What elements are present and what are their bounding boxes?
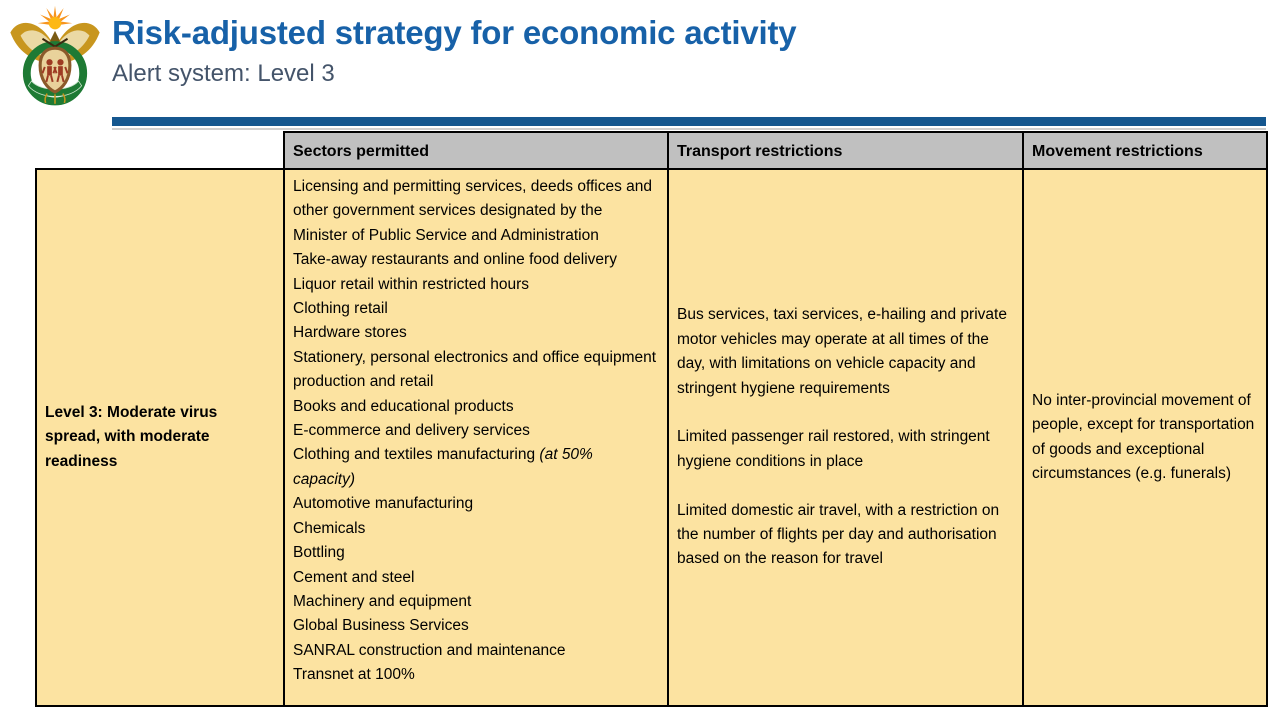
title-divider-bar — [112, 117, 1266, 126]
list-item: Hardware stores — [293, 324, 407, 342]
table-row — [36, 169, 1267, 706]
list-item: Liquor retail within restricted hours — [293, 275, 530, 293]
movement-restrictions-paragraphs — [1032, 389, 1258, 487]
list-item: Licensing and permitting services, deeds offices and other government services designated by the Minister of Public Service and Administration — [293, 178, 653, 244]
list-item: Clothing retail — [293, 300, 388, 318]
transport-restrictions-paragraphs — [677, 303, 1014, 571]
list-item: Stationery, personal electronics and office equipment production and retail — [293, 348, 657, 391]
page-subtitle: Alert system: Level 3 — [112, 59, 335, 87]
row-label-cell — [36, 169, 284, 706]
list-item: Transnet at 100% — [293, 666, 415, 684]
list-item: Limited domestic air travel, with a restriction on the number of flights per day and authorisation based on the reason for travel — [677, 501, 1000, 568]
list-item: E-commerce and delivery services — [293, 422, 530, 440]
list-item: SANRAL construction and maintenance — [293, 641, 566, 659]
column-header-sectors: Sectors permitted — [284, 132, 668, 169]
empty-header-cell — [36, 132, 284, 169]
alert-level-table — [35, 131, 1268, 707]
sectors-permitted-cell — [284, 169, 668, 706]
list-item: Clothing and textiles manufacturing (at 50% capacity) — [293, 446, 593, 488]
list-item: Automotive manufacturing — [293, 495, 474, 513]
list-item: Limited passenger rail restored, with stringent hygiene conditions in place — [677, 428, 990, 470]
list-item: Books and educational products — [293, 397, 514, 415]
list-item: Machinery and equipment — [293, 592, 472, 610]
page-title: Risk-adjusted strategy for economic activity — [112, 14, 797, 51]
sun-icon — [38, 6, 72, 30]
list-item: Cement and steel — [293, 568, 415, 586]
list-item: Take-away restaurants and online food delivery — [293, 251, 617, 269]
header — [112, 14, 1266, 88]
list-item: Chemicals — [293, 519, 366, 537]
table-header-row — [36, 132, 1267, 169]
sectors-permitted-list — [293, 175, 659, 688]
column-header-transport: Transport restrictions — [668, 132, 1023, 169]
list-item: Bus services, taxi services, e-hailing and private motor vehicles may operate at all times of the day, with limitations on vehicle capacity and stringent hygiene requirements — [677, 306, 1007, 397]
shield-icon — [40, 48, 70, 92]
column-header-movement: Movement restrictions — [1023, 132, 1267, 169]
row-label: Level 3: Moderate virus spread, with moderate readiness — [45, 403, 218, 470]
transport-restrictions-cell — [668, 169, 1023, 706]
movement-restrictions-cell — [1023, 169, 1267, 706]
list-item: Global Business Services — [293, 617, 469, 635]
list-item: Bottling — [293, 544, 345, 562]
coat-of-arms-logo — [8, 4, 102, 108]
list-item: No inter-provincial movement of people, except for transportation of goods and exceptional circumstances (e.g. funerals) — [1032, 391, 1255, 482]
